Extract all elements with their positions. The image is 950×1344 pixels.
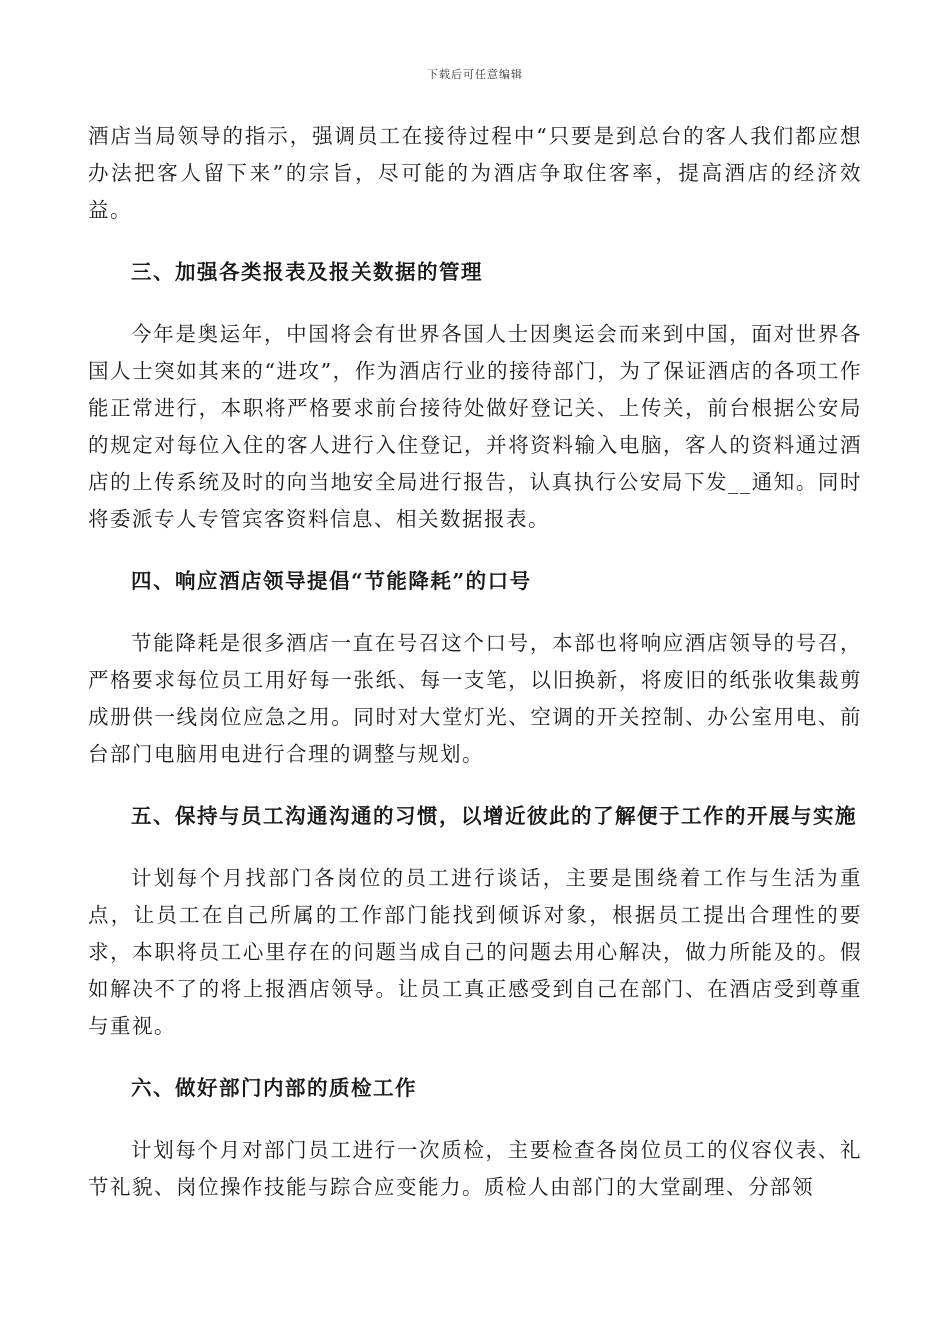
section-heading-5: 五、保持与员工沟通沟通的习惯，以增近彼此的了解便于工作的开展与实施 (131, 804, 858, 828)
paragraph-section-3: 今年是奥运年，中国将会有世界各国人士因奥运会而来到中国，面对世界各国人士突如其来的“进攻”，作为酒店行业的接待部门，为了保证酒店的各项工作能正常进行，本职将严格要求前台接待处做好登记关、上传关，前台根据公安局的规定对每位入住的客人进行入住登记，并将资料输入电脑，客人的资料通过酒店的上传系统及时的向当地安全局进行报告，认真执行公安局下发__通知。同时将委派专人专管宾客资料信息、相关数据报表。 (88, 322, 862, 531)
section-heading-3: 三、加强各类报表及报关数据的管理 (131, 260, 484, 284)
section-heading-6: 六、做好部门内部的质检工作 (131, 1076, 418, 1100)
paragraph-section-6: 计划每个月对部门员工进行一次质检，主要检查各岗位员工的仪容仪表、礼节礼貌、岗位操作技能与踪合应变能力。质检人由部门的大堂副理、分部领 (88, 1138, 862, 1199)
paragraph-section-4: 节能降耗是很多酒店一直在号召这个口号，本部也将响应酒店领导的号召，严格要求每位员工用好每一张纸、每一支笔，以旧换新，将废旧的纸张收集裁剪成册供一线岗位应急之用。同时对大堂灯光、空调的开关控制、办公室用电、前台部门电脑用电进行合理的调整与规划。 (88, 631, 862, 766)
section-heading-4: 四、响应酒店领导提倡“节能降耗”的口号 (131, 569, 532, 593)
document-body (88, 118, 862, 1206)
paragraph-section-5: 计划每个月找部门各岗位的员工进行谈话，主要是围绕着工作与生活为重点，让员工在自己所属的工作部门能找到倾诉对象，根据员工提出合理性的要求，本职将员工心里存在的问题当成自己的问题去用心解决，做力所能及的。假如解决不了的将上报酒店领导。让员工真正感受到自己在部门、在酒店受到尊重与重视。 (88, 866, 862, 1038)
header-note: 下载后可任意编辑 (427, 68, 523, 81)
paragraph-continued: 酒店当局领导的指示，强调员工在接待过程中“只要是到总台的客人我们都应想办法把客人留下来”的宗旨，尽可能的为酒店争取住客率，提高酒店的经济效益。 (88, 124, 862, 222)
